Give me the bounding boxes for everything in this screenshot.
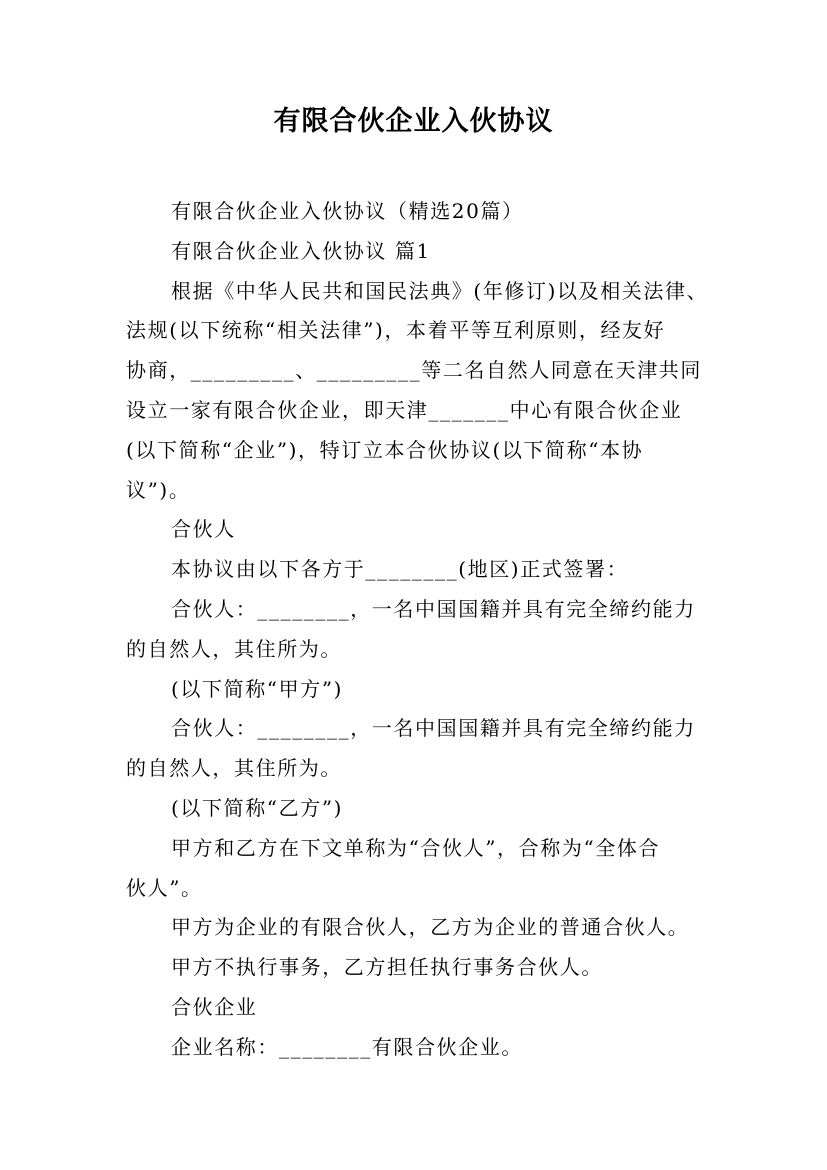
paragraph-line: 的自然人，其住所为。	[126, 636, 342, 661]
paragraph-line: 合伙人：________，一名中国国籍并具有完全缔约能力	[171, 596, 696, 621]
paragraph-line: 甲方和乙方在下文单称为“合伙人”，合称为“全体合	[171, 835, 661, 860]
paragraph-line: 甲方不执行事务，乙方担任执行事务合伙人。	[171, 955, 603, 980]
paragraph-line: (以下简称“乙方”)	[171, 795, 344, 820]
paragraph-line: 伙人”。	[126, 875, 203, 900]
document-body	[126, 192, 726, 1068]
line-subtitle: 有限合伙企业入伙协议（精选20篇）	[171, 199, 524, 223]
paragraph-line: 本协议由以下各方于________(地区)正式签署：	[171, 557, 629, 582]
heading-partners: 合伙人	[171, 517, 236, 542]
paragraph-line: 设立一家有限合伙企业，即天津_______中心有限合伙企业	[126, 397, 683, 422]
document-title: 有限合伙企业入伙协议	[273, 106, 554, 137]
heading-enterprise: 合伙企业	[171, 994, 258, 1019]
paragraph-line: 甲方为企业的有限合伙人，乙方为企业的普通合伙人。	[171, 915, 690, 940]
paragraph-line: 根据《中华人民共和国民法典》(年修订)以及相关法律、	[171, 278, 709, 303]
paragraph-line: (以下简称“企业”)，特订立本合伙协议(以下简称“本协	[126, 437, 644, 462]
paragraph-line: 企业名称：________有限合伙企业。	[171, 1034, 523, 1059]
line-section-heading: 有限合伙企业入伙协议 篇1	[171, 238, 431, 263]
paragraph-line: (以下简称“甲方”)	[171, 676, 344, 701]
paragraph-line: 议”)。	[126, 477, 191, 502]
paragraph-line: 的自然人，其住所为。	[126, 756, 342, 781]
paragraph-line: 法规(以下统称“相关法律”)，本着平等互利原则，经友好	[126, 318, 666, 343]
paragraph-line: 合伙人：________，一名中国国籍并具有完全缔约能力	[171, 716, 696, 741]
paragraph-line: 协商，_________、_________等二名自然人同意在天津共同	[126, 358, 702, 383]
